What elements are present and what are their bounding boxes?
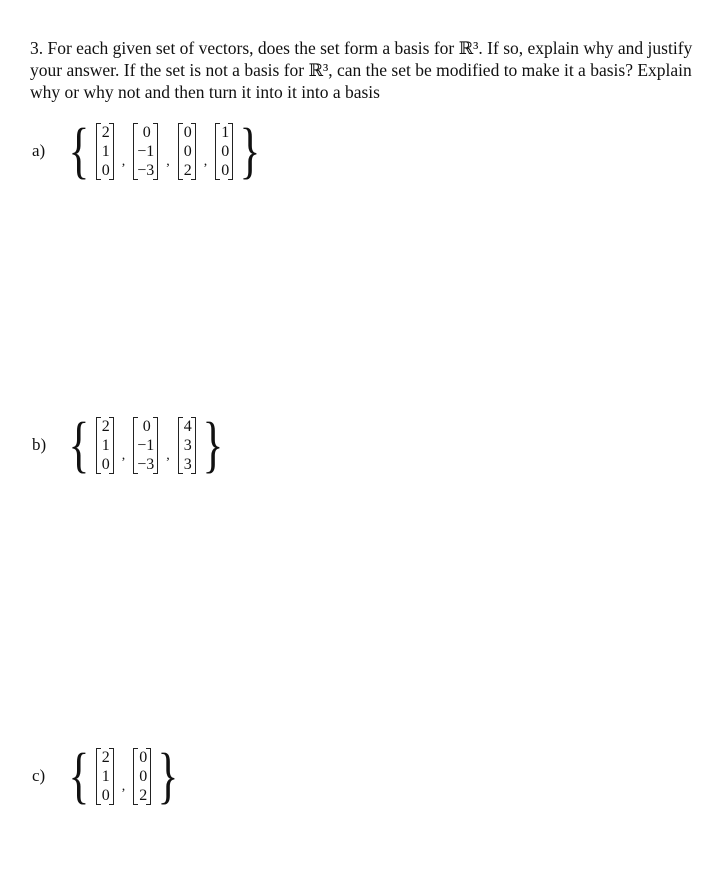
vector-entry: 0 (101, 786, 110, 804)
vector-matrix (215, 123, 233, 180)
vector-entry: 1 (221, 123, 230, 141)
vector-matrix (178, 417, 196, 474)
part-label: c) (32, 766, 46, 785)
comma: , (166, 154, 170, 169)
vector-entry: 4 (183, 417, 192, 435)
vector-entry: 0 (139, 767, 148, 785)
vector-entry: 0 (183, 142, 192, 160)
vector-entry: 0 (101, 161, 110, 179)
vector-entry: 0 (221, 142, 230, 160)
close-brace: } (202, 411, 224, 479)
vector-matrix (133, 748, 151, 805)
vector-entry: 0 (183, 123, 192, 141)
comma: , (121, 779, 126, 794)
vector-entry: 1 (101, 142, 110, 160)
vector-matrix (96, 748, 114, 805)
open-brace: { (68, 742, 90, 810)
vector-matrix (96, 417, 114, 474)
part-b (32, 411, 230, 479)
vector-matrix (133, 123, 158, 180)
vector-entry: 3 (183, 436, 192, 454)
vector-entry: 1 (101, 436, 110, 454)
vector-entry: 0 (139, 748, 148, 766)
question-text: 3. For each given set of vectors, does the set form a basis for ℝ³. If so, explain why and justify your answer. If the set is not a basis for ℝ³, can the set be modified to make it a basis? Explain why or why not and then turn it into it into a basis (30, 38, 693, 102)
part-label: b) (32, 435, 47, 454)
part-a (32, 117, 267, 185)
comma: , (121, 448, 126, 463)
vector-entry: −1 (137, 142, 155, 160)
part-label: a) (32, 141, 46, 160)
comma: , (203, 154, 208, 169)
vector-matrix (96, 123, 114, 180)
open-brace: { (68, 411, 90, 479)
vector-entry: −3 (137, 161, 155, 179)
vector-entry: 0 (221, 161, 230, 179)
comma: , (166, 448, 170, 463)
vector-entry: −1 (137, 436, 155, 454)
comma: , (121, 154, 126, 169)
vector-matrix (133, 417, 158, 474)
vector-matrix (178, 123, 196, 180)
close-brace: } (157, 742, 179, 810)
vector-entry: 0 (142, 123, 151, 141)
vector-entry: 2 (183, 161, 192, 179)
vector-entry: 3 (183, 455, 192, 473)
vector-entry: 0 (101, 455, 110, 473)
open-brace: { (68, 117, 90, 185)
vector-entry: −3 (137, 455, 155, 473)
vector-entry: 2 (101, 748, 110, 766)
close-brace: } (239, 117, 261, 185)
vector-entry: 0 (142, 417, 151, 435)
vector-entry: 2 (101, 123, 110, 141)
vector-entry: 2 (101, 417, 110, 435)
part-c (32, 742, 185, 810)
vector-entry: 1 (101, 767, 110, 785)
vector-entry: 2 (139, 786, 148, 804)
